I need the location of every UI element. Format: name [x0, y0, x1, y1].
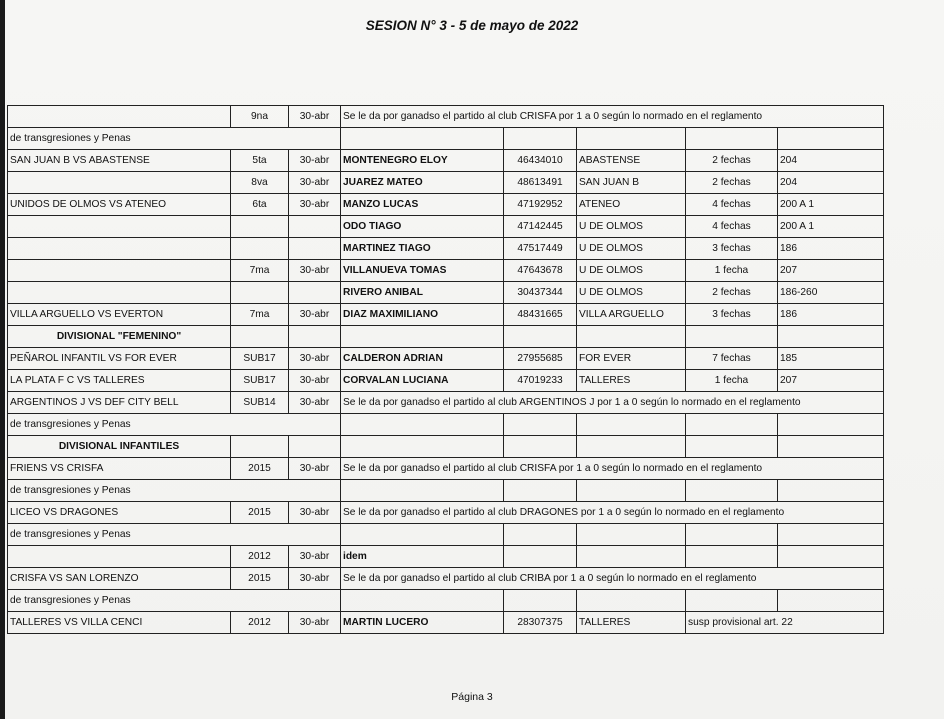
player-cell: CORVALAN LUCIANA	[341, 370, 504, 392]
date-cell: 30-abr	[289, 392, 341, 414]
club-cell: TALLERES	[577, 370, 686, 392]
empty-cell	[778, 524, 884, 546]
empty-cell	[231, 436, 289, 458]
sanction-cell: 2 fechas	[686, 150, 778, 172]
match-cell	[8, 216, 231, 238]
match-cell	[8, 172, 231, 194]
table-row	[8, 282, 884, 304]
date-cell	[289, 282, 341, 304]
resolution-note: Se le da por ganadso el partido al club CRISFA por 1 a 0 según lo normado en el reglamento	[341, 458, 884, 480]
club-cell: U DE OLMOS	[577, 216, 686, 238]
table-row	[8, 216, 884, 238]
table-row	[8, 370, 884, 392]
sanction-cell: 2 fechas	[686, 282, 778, 304]
article-cell: 204	[778, 172, 884, 194]
date-cell: 30-abr	[289, 370, 341, 392]
dni-cell: 47019233	[504, 370, 577, 392]
date-cell: 30-abr	[289, 568, 341, 590]
article-cell: 200 A 1	[778, 194, 884, 216]
dni-cell: 46434010	[504, 150, 577, 172]
article-cell: 186	[778, 304, 884, 326]
continuation-cell: de transgresiones y Penas	[8, 480, 341, 502]
match-cell: CRISFA VS SAN LORENZO	[8, 568, 231, 590]
sanction-cell: 4 fechas	[686, 216, 778, 238]
category-cell	[231, 216, 289, 238]
table-row	[8, 238, 884, 260]
sanction-cell	[686, 546, 778, 568]
empty-cell	[504, 414, 577, 436]
article-cell: 186-260	[778, 282, 884, 304]
player-cell: MANZO LUCAS	[341, 194, 504, 216]
match-cell: SAN JUAN B VS ABASTENSE	[8, 150, 231, 172]
match-cell	[8, 282, 231, 304]
player-cell: MONTENEGRO ELOY	[341, 150, 504, 172]
sanction-cell: 7 fechas	[686, 348, 778, 370]
article-cell: 207	[778, 260, 884, 282]
match-cell	[8, 260, 231, 282]
table-row	[8, 348, 884, 370]
club-cell: VILLA ARGUELLO	[577, 304, 686, 326]
empty-cell	[289, 326, 341, 348]
page-title: SESION N° 3 - 5 de mayo de 2022	[365, 18, 579, 33]
match-cell: PEÑAROL INFANTIL VS FOR EVER	[8, 348, 231, 370]
dni-cell: 47192952	[504, 194, 577, 216]
article-cell: 186	[778, 238, 884, 260]
match-cell: ARGENTINOS J VS DEF CITY BELL	[8, 392, 231, 414]
date-cell: 30-abr	[289, 502, 341, 524]
empty-cell	[577, 480, 686, 502]
player-cell: ODO TIAGO	[341, 216, 504, 238]
sanction-cell: susp provisional art. 22	[686, 612, 884, 634]
continuation-cell: de transgresiones y Penas	[8, 524, 341, 546]
dni-cell: 47517449	[504, 238, 577, 260]
empty-cell	[686, 480, 778, 502]
match-cell: LICEO VS DRAGONES	[8, 502, 231, 524]
table-row	[8, 172, 884, 194]
resolution-note: Se le da por ganadso el partido al club ARGENTINOS J por 1 a 0 según lo normado en el reglamento	[341, 392, 884, 414]
date-cell: 30-abr	[289, 260, 341, 282]
empty-cell	[778, 326, 884, 348]
sanction-cell: 1 fecha	[686, 370, 778, 392]
category-cell: 2015	[231, 502, 289, 524]
empty-cell	[504, 480, 577, 502]
category-cell	[231, 238, 289, 260]
match-cell	[8, 546, 231, 568]
article-cell: 185	[778, 348, 884, 370]
date-cell: 30-abr	[289, 546, 341, 568]
table-row	[8, 150, 884, 172]
category-cell: 2015	[231, 568, 289, 590]
table-row	[8, 480, 884, 502]
player-cell: MARTIN LUCERO	[341, 612, 504, 634]
empty-cell	[577, 590, 686, 612]
category-cell: 2015	[231, 458, 289, 480]
date-cell: 30-abr	[289, 612, 341, 634]
match-cell	[8, 238, 231, 260]
empty-cell	[341, 524, 504, 546]
empty-cell	[686, 524, 778, 546]
dni-cell	[504, 546, 577, 568]
sanction-cell: 2 fechas	[686, 172, 778, 194]
table-row	[8, 612, 884, 634]
club-cell	[577, 546, 686, 568]
page-footer: Página 3	[451, 691, 493, 703]
empty-cell	[577, 524, 686, 546]
empty-cell	[778, 414, 884, 436]
dni-cell: 30437344	[504, 282, 577, 304]
article-cell: 204	[778, 150, 884, 172]
club-cell: ATENEO	[577, 194, 686, 216]
match-cell: TALLERES VS VILLA CENCI	[8, 612, 231, 634]
sanctions-table	[7, 105, 884, 634]
empty-cell	[778, 128, 884, 150]
date-cell: 30-abr	[289, 304, 341, 326]
continuation-cell: de transgresiones y Penas	[8, 590, 341, 612]
player-cell: MARTINEZ TIAGO	[341, 238, 504, 260]
table-row	[8, 392, 884, 414]
club-cell: ABASTENSE	[577, 150, 686, 172]
club-cell: FOR EVER	[577, 348, 686, 370]
sanction-cell: 3 fechas	[686, 304, 778, 326]
article-cell	[778, 546, 884, 568]
match-cell: VILLA ARGUELLO VS EVERTON	[8, 304, 231, 326]
empty-cell	[686, 414, 778, 436]
match-cell: UNIDOS DE OLMOS VS ATENEO	[8, 194, 231, 216]
club-cell: SAN JUAN B	[577, 172, 686, 194]
empty-cell	[341, 326, 504, 348]
sanction-cell: 4 fechas	[686, 194, 778, 216]
article-cell: 207	[778, 370, 884, 392]
empty-cell	[778, 590, 884, 612]
table-row	[8, 590, 884, 612]
club-cell: U DE OLMOS	[577, 282, 686, 304]
dni-cell: 47643678	[504, 260, 577, 282]
date-cell: 30-abr	[289, 150, 341, 172]
empty-cell	[341, 414, 504, 436]
empty-cell	[341, 128, 504, 150]
table-row	[8, 414, 884, 436]
category-cell: 2012	[231, 546, 289, 568]
date-cell: 30-abr	[289, 348, 341, 370]
player-cell: idem	[341, 546, 504, 568]
empty-cell	[686, 326, 778, 348]
empty-cell	[289, 436, 341, 458]
category-cell	[231, 282, 289, 304]
sanction-cell: 3 fechas	[686, 238, 778, 260]
table-row	[8, 326, 884, 348]
table-row	[8, 502, 884, 524]
empty-cell	[577, 414, 686, 436]
match-cell: FRIENS VS CRISFA	[8, 458, 231, 480]
dni-cell: 48431665	[504, 304, 577, 326]
date-cell: 30-abr	[289, 106, 341, 128]
player-cell: JUAREZ MATEO	[341, 172, 504, 194]
date-cell: 30-abr	[289, 194, 341, 216]
table-row	[8, 436, 884, 458]
category-cell: 7ma	[231, 260, 289, 282]
category-cell: SUB14	[231, 392, 289, 414]
dni-cell: 28307375	[504, 612, 577, 634]
category-cell: 6ta	[231, 194, 289, 216]
dni-cell: 47142445	[504, 216, 577, 238]
continuation-cell: de transgresiones y Penas	[8, 128, 341, 150]
resolution-note: Se le da por ganadso el partido al club CRIBA por 1 a 0 según lo normado en el reglamento	[341, 568, 884, 590]
table-row	[8, 524, 884, 546]
empty-cell	[504, 326, 577, 348]
empty-cell	[686, 436, 778, 458]
table-row	[8, 128, 884, 150]
empty-cell	[778, 480, 884, 502]
empty-cell	[504, 590, 577, 612]
empty-cell	[577, 436, 686, 458]
table-row	[8, 458, 884, 480]
table-row	[8, 194, 884, 216]
player-cell: CALDERON ADRIAN	[341, 348, 504, 370]
empty-cell	[341, 480, 504, 502]
club-cell: U DE OLMOS	[577, 260, 686, 282]
empty-cell	[577, 128, 686, 150]
sanction-cell: 1 fecha	[686, 260, 778, 282]
resolution-note: Se le da por ganadso el partido al club DRAGONES por 1 a 0 según lo normado en el reglamento	[341, 502, 884, 524]
category-cell: 5ta	[231, 150, 289, 172]
category-cell: 9na	[231, 106, 289, 128]
dni-cell: 48613491	[504, 172, 577, 194]
club-cell: U DE OLMOS	[577, 238, 686, 260]
category-cell: SUB17	[231, 348, 289, 370]
empty-cell	[341, 590, 504, 612]
player-cell: DIAZ MAXIMILIANO	[341, 304, 504, 326]
empty-cell	[504, 524, 577, 546]
scan-edge	[0, 0, 5, 719]
section-heading: DIVISIONAL "FEMENINO"	[8, 326, 231, 348]
player-cell: RIVERO ANIBAL	[341, 282, 504, 304]
table-row	[8, 546, 884, 568]
article-cell: 200 A 1	[778, 216, 884, 238]
section-heading: DIVISIONAL INFANTILES	[8, 436, 231, 458]
empty-cell	[231, 326, 289, 348]
empty-cell	[577, 326, 686, 348]
empty-cell	[504, 128, 577, 150]
table-row	[8, 260, 884, 282]
category-cell: 8va	[231, 172, 289, 194]
club-cell: TALLERES	[577, 612, 686, 634]
dni-cell: 27955685	[504, 348, 577, 370]
table-row	[8, 304, 884, 326]
empty-cell	[504, 436, 577, 458]
table-row	[8, 568, 884, 590]
category-cell: 7ma	[231, 304, 289, 326]
empty-cell	[686, 590, 778, 612]
date-cell: 30-abr	[289, 172, 341, 194]
match-cell: LA PLATA F C VS TALLERES	[8, 370, 231, 392]
date-cell: 30-abr	[289, 458, 341, 480]
category-cell: SUB17	[231, 370, 289, 392]
category-cell: 2012	[231, 612, 289, 634]
resolution-note: Se le da por ganadso el partido al club CRISFA por 1 a 0 según lo normado en el reglamento	[341, 106, 884, 128]
date-cell	[289, 238, 341, 260]
empty-cell	[778, 436, 884, 458]
date-cell	[289, 216, 341, 238]
empty-cell	[341, 436, 504, 458]
table-row	[8, 106, 884, 128]
empty-cell	[686, 128, 778, 150]
continuation-cell: de transgresiones y Penas	[8, 414, 341, 436]
match-cell	[8, 106, 231, 128]
player-cell: VILLANUEVA TOMAS	[341, 260, 504, 282]
